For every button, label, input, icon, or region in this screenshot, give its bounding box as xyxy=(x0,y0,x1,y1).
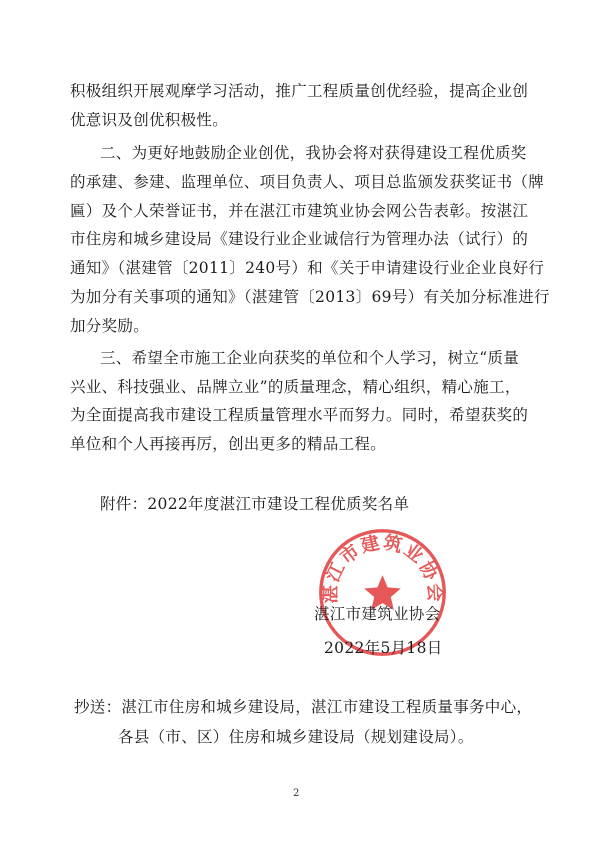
paragraph-2-line: 为加分有关事项的通知》（湛建管〔2013〕69号）有关加分标准进行 xyxy=(70,288,550,306)
paragraph-3-line: 三、希望全市施工企业向获奖的单位和个人学习，树立“质量 xyxy=(100,349,520,367)
signature-org: 湛江市建筑业协会 xyxy=(314,605,441,623)
attachment-note: 附件：2022年度湛江市建设工程优质奖名单 xyxy=(100,495,410,513)
paragraph-3-line: 为全面提高我市建设工程质量管理水平而努力。同时，希望获奖的 xyxy=(70,406,529,424)
paragraph-2-line: 匾）及个人荣誉证书，并在湛江市建筑业协会网公告表彰。按湛江 xyxy=(70,202,529,220)
paragraph-2-line: 二、为更好地鼓励企业创优，我协会将对获得建设工程优质奖 xyxy=(100,144,527,162)
seal-text: 湛江市建筑业协会 xyxy=(319,532,446,604)
paragraph-3-line: 单位和个人再接再厉，创出更多的精品工程。 xyxy=(70,435,387,453)
paragraph-1-line: 优意识及创优积极性。 xyxy=(70,111,229,129)
page-number: 2 xyxy=(293,788,300,799)
cc-line-2: 各县（市、区）住房和城乡建设局（规划建设局）。 xyxy=(118,728,474,746)
cc-line-1: 抄送：湛江市住房和城乡建设局，湛江市建设工程质量事务中心， xyxy=(74,698,533,716)
paragraph-2-line: 市住房和城乡建设局《建设行业企业诚信行为管理办法（试行）的 xyxy=(70,230,529,248)
paragraph-1-line: 积极组织开展观摩学习活动，推广工程质量创优经验，提高企业创 xyxy=(70,82,529,100)
paragraph-2-line: 的承建、参建、监理单位、项目负责人、项目总监颁发获奖证书（牌 xyxy=(70,173,545,191)
signature-date: 2022年5月18日 xyxy=(324,639,443,657)
paragraph-2-line: 通知》（湛建管〔2011〕240号）和《关于申请建设行业企业良好行 xyxy=(70,259,545,277)
paragraph-3-line: 兴业、科技强业、品牌立业”的质量理念，精心组织，精心施工， xyxy=(70,378,521,396)
paragraph-2-line: 加分奖励。 xyxy=(70,317,150,335)
